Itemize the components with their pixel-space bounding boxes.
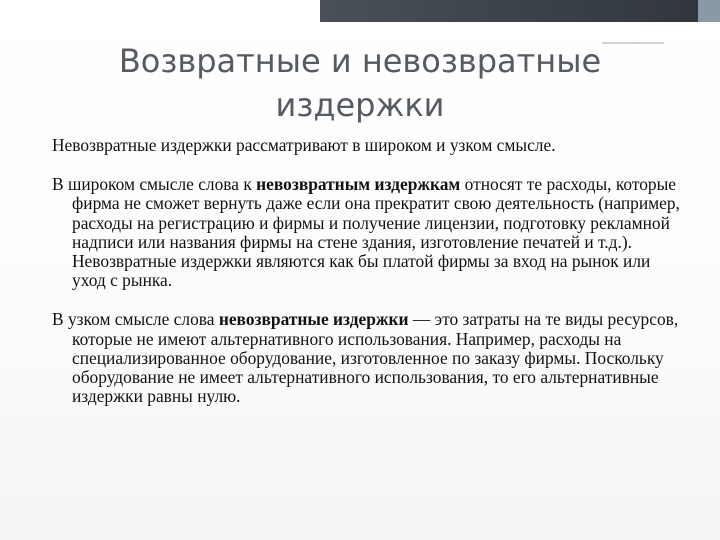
slide-title: Возвратные и невозвратные издержки (118, 42, 602, 125)
top-decorative-bar (320, 0, 720, 22)
paragraph-narrow-term: невозвратные издержки (218, 309, 409, 330)
paragraph-narrow-after: — это затраты на те виды ресурсов, которые не имеют альтернативного использования. Например, расходы на специализированное оборудование, изготовленное по заказу фирмы. Поскольку оборудование не имеет альтернативного использования, то его альтернативные издержки равны нулю. (72, 309, 679, 407)
paragraph-intro-text: Невозвратные издержки рассматривают в широком и узком смысле. (52, 135, 556, 155)
paragraph-broad-term: невозвратным издержкам (256, 174, 461, 195)
paragraph-broad-sense (52, 175, 680, 290)
paragraph-narrow-before: В узком смысле слова (52, 309, 219, 330)
paragraph-intro (52, 136, 680, 155)
paragraph-narrow-sense (52, 310, 680, 406)
paragraph-broad-before: В широком смысле слова к (52, 174, 257, 195)
top-bar-accent (698, 0, 720, 22)
slide-content (52, 136, 680, 426)
paragraph-broad-after: относят те расходы, которые фирма не сможет вернуть даже если она прекратит свою деятельность (например, расходы на регистрацию и фирмы и получение лицензии, подготовку рекламной надписи или названия фирмы на стене здания, изготовление печатей и т.д.). Невозвратные издержки являются как бы платой фирмы за вход на рынок или уход с рынка. (72, 174, 680, 291)
